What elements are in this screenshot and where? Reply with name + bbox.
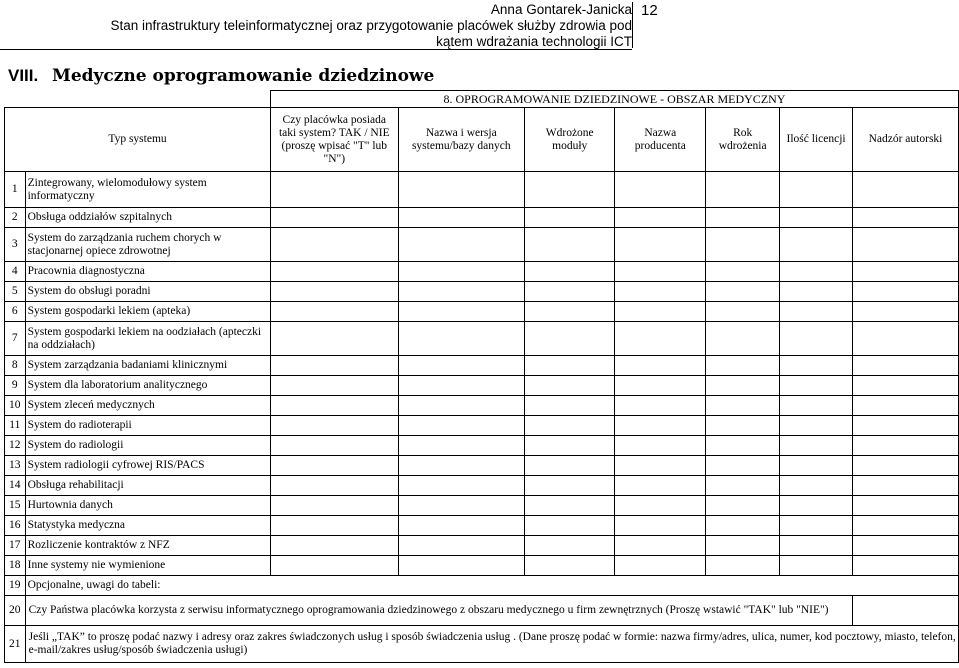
row-number: 11 bbox=[5, 416, 26, 436]
header-text bbox=[111, 2, 633, 50]
name-version-cell[interactable] bbox=[398, 282, 524, 302]
page-header bbox=[0, 0, 959, 50]
licenses-cell[interactable] bbox=[780, 556, 853, 576]
table-row bbox=[5, 228, 959, 262]
header-divider bbox=[632, 2, 633, 48]
producer-cell[interactable] bbox=[615, 456, 706, 476]
system-type-label: System dla laboratorium analitycznego bbox=[25, 376, 270, 396]
row-number: 14 bbox=[5, 476, 26, 496]
licenses-cell[interactable] bbox=[780, 436, 853, 456]
year-cell[interactable] bbox=[706, 322, 780, 356]
licenses-cell[interactable] bbox=[780, 476, 853, 496]
year-cell[interactable] bbox=[706, 396, 780, 416]
producer-cell[interactable] bbox=[615, 416, 706, 436]
has-system-cell[interactable] bbox=[270, 208, 398, 228]
supervision-cell[interactable] bbox=[852, 456, 958, 476]
year-cell[interactable] bbox=[706, 416, 780, 436]
licenses-cell[interactable] bbox=[780, 282, 853, 302]
year-cell[interactable] bbox=[706, 556, 780, 576]
table-row bbox=[5, 208, 959, 228]
column-header-modules: Wdrożone moduły bbox=[525, 108, 615, 172]
modules-cell[interactable] bbox=[525, 556, 615, 576]
modules-cell[interactable] bbox=[525, 208, 615, 228]
name-version-cell[interactable] bbox=[398, 302, 524, 322]
supervision-cell[interactable] bbox=[852, 282, 958, 302]
row-number: 21 bbox=[5, 626, 26, 663]
name-version-cell[interactable] bbox=[398, 172, 524, 208]
producer-cell[interactable] bbox=[615, 396, 706, 416]
producer-cell[interactable] bbox=[615, 376, 706, 396]
licenses-cell[interactable] bbox=[780, 376, 853, 396]
row-number: 3 bbox=[5, 228, 26, 262]
name-version-cell[interactable] bbox=[398, 396, 524, 416]
system-type-label: Opcjonalne, uwagi do tabeli: bbox=[25, 576, 958, 596]
producer-cell[interactable] bbox=[615, 356, 706, 376]
has-system-cell[interactable] bbox=[270, 356, 398, 376]
section-number: VIII. bbox=[8, 66, 39, 85]
supervision-cell[interactable] bbox=[852, 262, 958, 282]
licenses-cell[interactable] bbox=[780, 396, 853, 416]
has-system-cell[interactable] bbox=[270, 456, 398, 476]
service-details-question: Jeśli „TAK” to proszę podać nazwy i adresy oraz zakres świadczonych usług i sposób świadczenia usług . (Dane proszę podać w formie: nazwa firmy/adres, ulica, numer, kod pocztowy, miasto, telefon, e-mail/zakres usług/sposób świadczenia usługi) bbox=[25, 626, 958, 663]
has-system-cell[interactable] bbox=[270, 536, 398, 556]
modules-cell[interactable] bbox=[525, 416, 615, 436]
name-version-cell[interactable] bbox=[398, 416, 524, 436]
year-cell[interactable] bbox=[706, 282, 780, 302]
name-version-cell[interactable] bbox=[398, 208, 524, 228]
licenses-cell[interactable] bbox=[780, 262, 853, 282]
name-version-cell[interactable] bbox=[398, 476, 524, 496]
modules-cell[interactable] bbox=[525, 172, 615, 208]
row-number: 15 bbox=[5, 496, 26, 516]
row-number: 8 bbox=[5, 356, 26, 376]
table-row bbox=[5, 436, 959, 456]
blank-corner bbox=[5, 91, 271, 108]
modules-cell[interactable] bbox=[525, 376, 615, 396]
has-system-cell[interactable] bbox=[270, 172, 398, 208]
has-system-cell[interactable] bbox=[270, 516, 398, 536]
header-author: Anna Gontarek-Janicka bbox=[490, 2, 632, 17]
supervision-cell[interactable] bbox=[852, 396, 958, 416]
modules-cell[interactable] bbox=[525, 262, 615, 282]
producer-cell[interactable] bbox=[615, 436, 706, 456]
system-type-label: System gospodarki lekiem na oodziałach (apteczki na oddziałach) bbox=[25, 322, 270, 356]
name-version-cell[interactable] bbox=[398, 496, 524, 516]
modules-cell[interactable] bbox=[525, 456, 615, 476]
modules-cell[interactable] bbox=[525, 536, 615, 556]
system-type-label: Rozliczenie kontraktów z NFZ bbox=[25, 536, 270, 556]
producer-cell[interactable] bbox=[615, 556, 706, 576]
modules-cell[interactable] bbox=[525, 356, 615, 376]
column-header-name-version: Nazwa i wersja systemu/bazy danych bbox=[398, 108, 524, 172]
row-number: 10 bbox=[5, 396, 26, 416]
licenses-cell[interactable] bbox=[780, 536, 853, 556]
table-body bbox=[5, 172, 959, 596]
year-cell[interactable] bbox=[706, 302, 780, 322]
header-subtitle-line2: kątem wdrażania technologii ICT bbox=[436, 34, 632, 49]
producer-cell[interactable] bbox=[615, 262, 706, 282]
table-row bbox=[5, 556, 959, 576]
section-title-text: Medyczne oprogramowanie dziedzinowe bbox=[52, 66, 435, 86]
row-number: 19 bbox=[5, 576, 26, 596]
row-number: 2 bbox=[5, 208, 26, 228]
modules-cell[interactable] bbox=[525, 476, 615, 496]
name-version-cell[interactable] bbox=[398, 376, 524, 396]
row-number: 16 bbox=[5, 516, 26, 536]
supervision-cell[interactable] bbox=[852, 322, 958, 356]
has-system-cell[interactable] bbox=[270, 262, 398, 282]
page-number: 12 bbox=[641, 2, 658, 19]
year-cell[interactable] bbox=[706, 496, 780, 516]
modules-cell[interactable] bbox=[525, 282, 615, 302]
system-type-label: System radiologii cyfrowej RIS/PACS bbox=[25, 456, 270, 476]
column-header-licenses: Ilość licencji bbox=[780, 108, 853, 172]
system-type-label: System do radiologii bbox=[25, 436, 270, 456]
year-cell[interactable] bbox=[706, 208, 780, 228]
column-header-type: Typ systemu bbox=[5, 108, 271, 172]
row-number: 5 bbox=[5, 282, 26, 302]
licenses-cell[interactable] bbox=[780, 322, 853, 356]
table-row bbox=[5, 456, 959, 476]
has-system-cell[interactable] bbox=[270, 436, 398, 456]
table-row bbox=[5, 476, 959, 496]
licenses-cell[interactable] bbox=[780, 416, 853, 436]
row-number: 9 bbox=[5, 376, 26, 396]
licenses-cell[interactable] bbox=[780, 302, 853, 322]
answer-cell[interactable] bbox=[852, 596, 958, 626]
year-cell[interactable] bbox=[706, 476, 780, 496]
table-section-header: 8. OPROGRAMOWANIE DZIEDZINOWE - OBSZAR MEDYCZNY bbox=[270, 91, 958, 108]
supervision-cell[interactable] bbox=[852, 376, 958, 396]
name-version-cell[interactable] bbox=[398, 516, 524, 536]
supervision-cell[interactable] bbox=[852, 208, 958, 228]
has-system-cell[interactable] bbox=[270, 496, 398, 516]
supervision-cell[interactable] bbox=[852, 436, 958, 456]
system-type-label: Obsługa rehabilitacji bbox=[25, 476, 270, 496]
licenses-cell[interactable] bbox=[780, 516, 853, 536]
modules-cell[interactable] bbox=[525, 436, 615, 456]
supervision-cell[interactable] bbox=[852, 302, 958, 322]
supervision-cell[interactable] bbox=[852, 536, 958, 556]
licenses-cell[interactable] bbox=[780, 172, 853, 208]
table-row bbox=[5, 496, 959, 516]
licenses-cell[interactable] bbox=[780, 456, 853, 476]
modules-cell[interactable] bbox=[525, 496, 615, 516]
producer-cell[interactable] bbox=[615, 322, 706, 356]
licenses-cell[interactable] bbox=[780, 356, 853, 376]
system-type-label: System zleceń medycznych bbox=[25, 396, 270, 416]
table-row bbox=[5, 536, 959, 556]
system-type-label: Obsługa oddziałów szpitalnych bbox=[25, 208, 270, 228]
system-type-label: Statystyka medyczna bbox=[25, 516, 270, 536]
header-subtitle-line1: Stan infrastruktury teleinformatycznej oraz przygotowanie placówek służby zdrowia pod bbox=[110, 18, 632, 33]
supervision-cell[interactable] bbox=[852, 228, 958, 262]
supervision-cell[interactable] bbox=[852, 476, 958, 496]
column-header-year: Rok wdrożenia bbox=[706, 108, 780, 172]
column-header-producer: Nazwa producenta bbox=[615, 108, 706, 172]
year-cell[interactable] bbox=[706, 516, 780, 536]
row-number: 6 bbox=[5, 302, 26, 322]
year-cell[interactable] bbox=[706, 172, 780, 208]
header-rule bbox=[0, 49, 632, 50]
system-type-label: Pracownia diagnostyczna bbox=[25, 262, 270, 282]
producer-cell[interactable] bbox=[615, 208, 706, 228]
system-type-label: System zarządzania badaniami klinicznymi bbox=[25, 356, 270, 376]
has-system-cell[interactable] bbox=[270, 322, 398, 356]
table-row bbox=[5, 172, 959, 208]
year-cell[interactable] bbox=[706, 376, 780, 396]
licenses-cell[interactable] bbox=[780, 228, 853, 262]
has-system-cell[interactable] bbox=[270, 476, 398, 496]
name-version-cell[interactable] bbox=[398, 536, 524, 556]
supervision-cell[interactable] bbox=[852, 416, 958, 436]
system-type-label: Inne systemy nie wymienione bbox=[25, 556, 270, 576]
system-type-label: System gospodarki lekiem (apteka) bbox=[25, 302, 270, 322]
producer-cell[interactable] bbox=[615, 496, 706, 516]
supervision-cell[interactable] bbox=[852, 516, 958, 536]
producer-cell[interactable] bbox=[615, 228, 706, 262]
producer-cell[interactable] bbox=[615, 302, 706, 322]
producer-cell[interactable] bbox=[615, 282, 706, 302]
row-number: 4 bbox=[5, 262, 26, 282]
table-row bbox=[5, 322, 959, 356]
has-system-cell[interactable] bbox=[270, 282, 398, 302]
row-number: 17 bbox=[5, 536, 26, 556]
year-cell[interactable] bbox=[706, 262, 780, 282]
modules-cell[interactable] bbox=[525, 228, 615, 262]
has-system-cell[interactable] bbox=[270, 228, 398, 262]
licenses-cell[interactable] bbox=[780, 496, 853, 516]
table-row bbox=[5, 356, 959, 376]
has-system-cell[interactable] bbox=[270, 396, 398, 416]
has-system-cell[interactable] bbox=[270, 416, 398, 436]
row-number: 1 bbox=[5, 172, 26, 208]
supervision-cell[interactable] bbox=[852, 172, 958, 208]
year-cell[interactable] bbox=[706, 356, 780, 376]
table-row bbox=[5, 302, 959, 322]
system-type-label: System do obsługi poradni bbox=[25, 282, 270, 302]
section-title bbox=[8, 66, 434, 86]
has-system-cell[interactable] bbox=[270, 556, 398, 576]
name-version-cell[interactable] bbox=[398, 228, 524, 262]
row-number: 13 bbox=[5, 456, 26, 476]
column-header-supervision: Nadzór autorski bbox=[852, 108, 958, 172]
has-system-cell[interactable] bbox=[270, 302, 398, 322]
modules-cell[interactable] bbox=[525, 516, 615, 536]
name-version-cell[interactable] bbox=[398, 436, 524, 456]
table-row bbox=[5, 576, 959, 596]
licenses-cell[interactable] bbox=[780, 208, 853, 228]
modules-cell[interactable] bbox=[525, 396, 615, 416]
table-row bbox=[5, 416, 959, 436]
modules-cell[interactable] bbox=[525, 322, 615, 356]
name-version-cell[interactable] bbox=[398, 262, 524, 282]
name-version-cell[interactable] bbox=[398, 356, 524, 376]
name-version-cell[interactable] bbox=[398, 556, 524, 576]
system-type-label: System do radioterapii bbox=[25, 416, 270, 436]
system-type-label: System do zarządzania ruchem chorych w stacjonarnej opiece zdrowotnej bbox=[25, 228, 270, 262]
table-row bbox=[5, 282, 959, 302]
system-type-label: Zintegrowany, wielomodułowy system informatyczny bbox=[25, 172, 270, 208]
producer-cell[interactable] bbox=[615, 536, 706, 556]
system-type-label: Hurtownia danych bbox=[25, 496, 270, 516]
row-number: 20 bbox=[5, 596, 26, 626]
table-row bbox=[5, 516, 959, 536]
table-row bbox=[5, 376, 959, 396]
service-question: Czy Państwa placówka korzysta z serwisu informatycznego oprogramowania dziedzinowego z obszaru medycznego u firm zewnętrznych (Proszę wstawić "TAK" lub "NIE") bbox=[25, 596, 852, 626]
producer-cell[interactable] bbox=[615, 172, 706, 208]
name-version-cell[interactable] bbox=[398, 456, 524, 476]
year-cell[interactable] bbox=[706, 536, 780, 556]
supervision-cell[interactable] bbox=[852, 496, 958, 516]
supervision-cell[interactable] bbox=[852, 356, 958, 376]
row-number: 12 bbox=[5, 436, 26, 456]
year-cell[interactable] bbox=[706, 228, 780, 262]
modules-cell[interactable] bbox=[525, 302, 615, 322]
year-cell[interactable] bbox=[706, 436, 780, 456]
table-row bbox=[5, 262, 959, 282]
row-number: 7 bbox=[5, 322, 26, 356]
column-header-has-system: Czy placówka posiada taki system? TAK / NIE (proszę wpisać "T" lub "N") bbox=[270, 108, 398, 172]
supervision-cell[interactable] bbox=[852, 556, 958, 576]
year-cell[interactable] bbox=[706, 456, 780, 476]
medical-software-table bbox=[4, 90, 959, 663]
row-number: 18 bbox=[5, 556, 26, 576]
table-row bbox=[5, 396, 959, 416]
name-version-cell[interactable] bbox=[398, 322, 524, 356]
producer-cell[interactable] bbox=[615, 476, 706, 496]
has-system-cell[interactable] bbox=[270, 376, 398, 396]
producer-cell[interactable] bbox=[615, 516, 706, 536]
